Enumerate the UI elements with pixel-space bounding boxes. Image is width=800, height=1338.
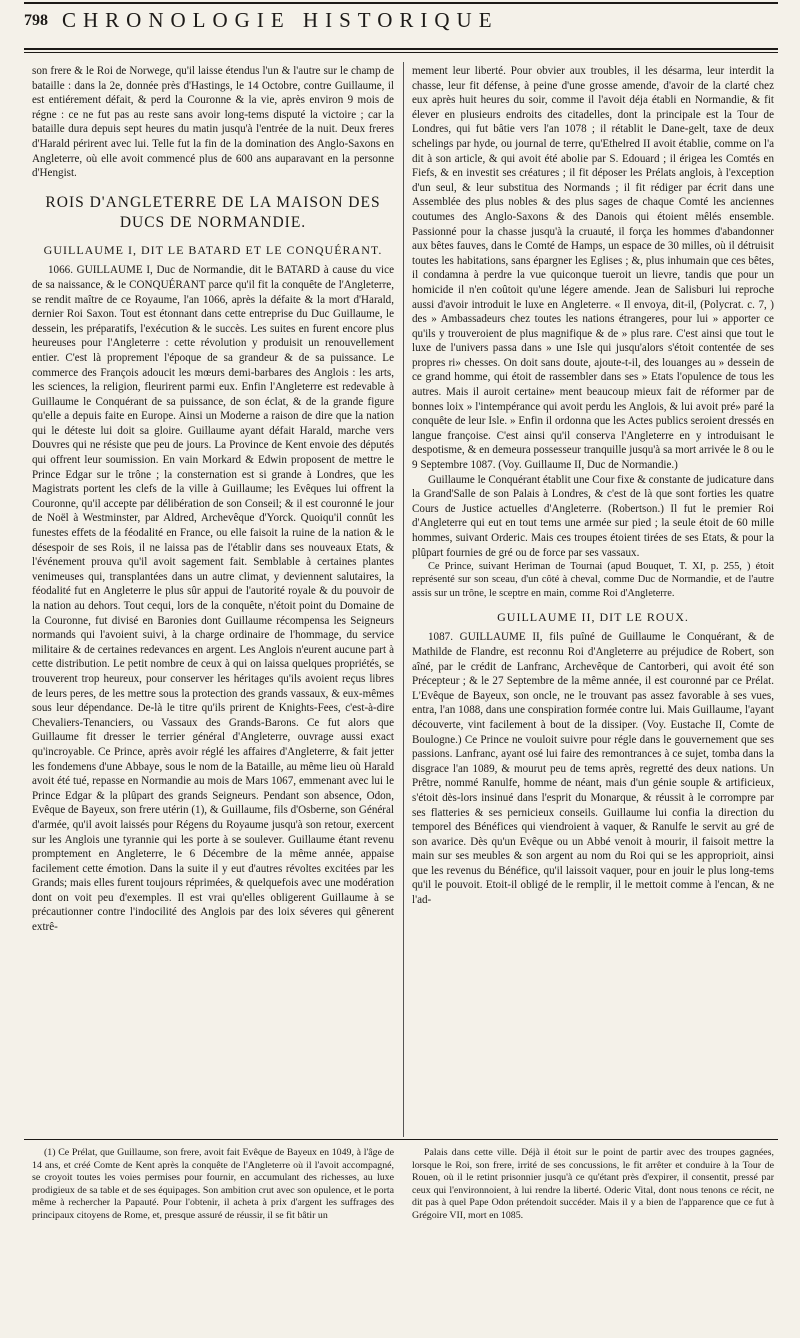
footnote-left (32, 1147, 394, 1223)
running-title: CHRONOLOGIE HISTORIQUE (62, 8, 499, 32)
left-paragraph-guillaume-i: 1066. GUILLAUME I, Duc de Normandie, dit le BATARD à cause du vice de sa naissance, & le CONQUÉRANT parce qu'il fit la conquête de l'Angleterre, se rendit maître de ce Royaume, l'an 1066, après la défaite & la mort d'Harald, dernier Roi Saxon. Tout est étonnant dans cette entreprise du Duc Guillaume, le dessein, les préparatifs, l'exécution & le succès. Les suites en furent encore plus heureuses pour l'Angleterre : cette révolution y produisit un renouvellement entier. C'est là proprement l'époque de sa grandeur & de sa puissance. Le commerce des François adoucit les mœurs demi-barbares des Anglois : les arts, les sciences, la religion, fleurirent parmi eux. Enfin l'Angleterre est redevable à Guillaume le Conquérant de sa puissance, de son éclat, & de la grande figure qu'elle a depuis faite en Europe. Ainsi un Moderne a raison de dire que la nation qui le déteste lui doit sa gloire. Guillaume ayant défait Harald, marche vers Douvres qui ne résiste que peu de jours. La Province de Kent envoie des députés qui offrent leur soumission. En vain Morkard & Edwin proposent de mettre le Prince Edgar sur le trône ; la consternation est si grande à Londres, que les Magistrats portent les clefs de la ville à Guillaume; les Evêques lui offrent la Couronne, qu'il accepte par délibération de son Conseil; & il est couronné le jour de Noël à Westminster, par Aldred, Archevêque d'Yorck. Quoiqu'il connût les funestes effets de la féodalité en France, ou elle faisoit la ruine de la nation & le désespoir de ses Rois, il ne laissa pas de l'établir dans ses nouveaux Etats, & l'événement prouva qu'il avoit sagement fait. Semblable à certaines plantes venimeuses qui, transplantées dans un autre climat, y deviennent salutaires, la féodalité fut en Angleterre le plus sûr appui de l'autorité royale & du pouvoir de la nation au dehors. Tout cequi, lors de la conquête, n'étoit point du Domaine de la Couronne, fut divisé en Baronies dont Guillaume récompensa les Seigneurs normands qui l'avoient suivi, à la charge ordinaire de l'hommage, du service militaire & de certaines redevances en argent. Les Anglois n'eurent aucune part à cette distribution. Le petit nombre de ceux à qui on laissa quelques propriétés, se trouverent trop heureux, pour conserver les héritages qu'ils avoient reçus libres de leurs peres, de les mettre sous la protection des grands vassaux, & eux-mêmes sous leur dépendance. De-là le titre qu'ils prirent de Knights-Fees, c'est-à-dire Chevaliers-Tenanciers, ou Vassaux des Grands-Barons. Ce fut alors que Guillaume fit dresser le terrier général d'Angleterre, ouvrage aussi exact qu'incroyable. Ce Prince, après avoir réglé les affaires d'Angleterre, & fait jetter les fondemens d'une Abbaye, sous le nom de la Bataille, au même lieu où Harald avoit été tué, repasse en Normandie au mois de Mars 1067, emmenant avec lui le Prince Edgar & la plûpart des grands Seigneurs. Pendant son absence, Odon, Evêque de Bayeux, son frere utérin (1), & Guillaume, fils d'Osberne, son Général d'armée, qu'il avoit laissés pour Régens du Royaume jusqu'à son retour, exercent sur les Anglois une tyrannie qui les porte à se soulever. Guillaume étant revenu promptement en Angleterre, le 6 Décembre de la même année, appaise facilement cette émotion. Dans la suite il y eut d'autres révoltes excitées par les Grands; mais elles furent toujours réprimées, & quelquefois avec une modération dont on voit peu d'exemples. Il est vrai qu'elles obligerent Guillaume à se précautionner contre l'indocilité des Anglois par des loix séveres qui gênerent extrê- (32, 264, 394, 934)
running-header (24, 8, 778, 42)
right-column (412, 64, 774, 908)
footnote-right (412, 1147, 774, 1223)
entry-heading-guillaume-i: GUILLAUME I, DIT LE BATARD ET LE CONQUÉRANT. (43, 242, 383, 257)
right-paragraph-court: Guillaume le Conquérant établit une Cour fixe & constante de judicature dans la Grand'Salle de son Palais à Londres, & c'est de là que sont forties les quatre Cours de Justice actuelles d'Angleterre. (Robertson.) Il fut le premier Roi d'Angleterre qui eut en tout tems une armée sur pied ; la seule étoit de 60 mille hommes, suivant Orderic. Mais ces troupes étoient tirées de ses Etats, & pour la plûpart fournies de gré ou de force par ses vassaux. (412, 473, 774, 559)
header-rule-thin (24, 52, 778, 53)
section-heading: ROIS D'ANGLETERRE DE LA MAISON DES DUCS DE NORMANDIE. (45, 193, 381, 231)
header-rule (24, 48, 778, 50)
footnote-rule (24, 1139, 778, 1140)
right-note-seal: Ce Prince, suivant Heriman de Tournai (apud Bouquet, T. XI, p. 255, ) étoit représenté sur son sceau, d'un côté à cheval, comme Duc de Normandie, et de l'autre assis sur un trône, le sceptre en main, comme Roi d'Angleterre. (412, 561, 774, 599)
right-paragraph-continued: mement leur liberté. Pour obvier aux troubles, il les désarma, leur interdit la chasse, leur fit défense, à peine d'une grosse amende, d'avoir de la clarté chez eux après huit heures du soir, comme il l'avoit déja établi en Normandie, & fit élever en plusieurs endroits des citadelles, dont la principale est la Tour de Londres, qui fut bâtie vers l'an 1078 ; il rétablit le Dane-gelt, taxe de deux schelings par hyde, ou journal de terre, qu'Ethelred II avoit établie, comme on l'a dit à son article, & qui avoit été abolie par S. Edouard ; il érigea les Comtés en Fiefs, & en investit ses créatures ; il fit déposer les Prélats anglois, à l'exception d'un seul, & leur substitua des Normands ; il fit rédiger par écrit dans une Assemblée des plus nobles & des plus sages de chaque Comté les anciennes coutumes des Anglo-Saxons & des Danois qui étoient mêlés ensemble. Passionné pour la chasse jusqu'à la cruauté, il força les hommes d'abandonner aux bêtes fauves, dans le Comté de Hamps, un espace de 30 milles, où il détruisit toutes les habitations, sans épargner les Eglises ; &, plus inhumain que ces bêtes, il condamna à perdre la vue quiconque tueroit un lievre, tandis que pour un homicide il n'en coûtoit qu'une légere amende. Jean de Salisburi lui reproche aussi d'avoir introduit le luxe en Angleterre. « Il envoya, dit-il, (Polycrat. c. 7, ) des » Ambassadeurs chez toutes les nations étrangeres, pour lui » apporter ce qu'ils y trouveroient de plus magnifique & de » plus rare. C'est ainsi que tout le luxe de l'univers passa dans » une Isle qui jusqu'alors s'étoit contentée de ses propres ri» chesses. On doit sans doute, ajoute-t-il, des louanges au » dessein de ce grand homme, qui étoit de rassembler dans ses » Etats l'opulence de tous les autres. Mais il auroit certaine» ment beaucoup mieux fait de réformer par de bonnes loix » l'intempérance qui avoit perdu les Anglois, & lui avoit pré» paré la conquête de leur Isle. » Enfin il ordonna que les Actes publics seroient dressés en langue françoise. C'est ainsi qu'il conserva l'Angleterre en y introduisant le despotisme, & en demeura possesseur tranquille jusqu'à sa mort arrivée le 8 ou le 9 Septembre 1087. (Voy. Guillaume II, Duc de Normandie.) (412, 65, 774, 472)
column-divider (403, 62, 404, 1137)
footnote-text-left: (1) Ce Prélat, que Guillaume, son frere, avoit fait Evêque de Bayeux en 1049, à l'âge de 14 ans, et créé Comte de Kent après la conquête de l'Angleterre où il l'avoit accompagné, se croyoit toutes les voies permises pour fournir, en accumulant des richesses, au luxe prodigieux de sa table et de ses équipages. Son ambition crut avec son opulence, et le porta même à rechercher la Papauté. Pour l'obtenir, il acheta à prix d'argent les suffrages des principaux citoyens de Rome, et, presque assuré de réussir, il se fit bâtir un (32, 1147, 394, 1221)
footnote-text-right: Palais dans cette ville. Déjà il étoit sur le point de partir avec des troupes gagnées, lorsque le Roi, son frere, irrité de ses concussions, le fit arrêter et conduire à la Tour de Rouen, où il le retint prisonnier jusqu'à ce qu'étant près d'expirer, il consentit, pressé par ceux qui l'environnoient, à lui rendre la liberté. Oderic Vital, dont nous tenons ce récit, ne dit pas à quel Pape Odon prétendoit succéder. Mais il y a bien de l'apparence que ce fut à Grégoire VII, mort en 1085. (412, 1147, 774, 1221)
left-paragraph-harald: son frere & le Roi de Norwege, qu'il laisse étendus l'un & l'autre sur le champ de bataille : dans la 2e, donnée près d'Hastings, le 14 Octobre, contre Guillaume, il est entiérement défait, & perd la Couronne & la vie, après environ 9 mois de régne : ce ne fut pas au reste sans avoir long-tems disputé la victoire ; car la bataille dura depuis sept heures du matin jusqu'à l'entrée de la nuit. Deux freres d'Harald périrent avec lui. Telle fut la fin de la domination des Anglo-Saxons en Angleterre, où elle avoit commencé plus de 600 ans auparavant en la personne d'Hengist. (32, 65, 394, 180)
left-column (32, 64, 394, 935)
right-paragraph-guillaume-ii: 1087. GUILLAUME II, fils puîné de Guillaume le Conquérant, & de Mathilde de Flandre, est reconnu Roi d'Angleterre au préjudice de Robert, son aîné, par le crédit de Lanfranc, Archevêque de Cantorberi, qui avoit été son Précepteur ; & le 27 Septembre de la même année, il est couronné par ce Prélat. L'Evêque de Bayeux, son oncle, ne le trouvant pas assez favorable à ses vues, entra, l'an 1088, dans une conspiration formée contre lui. Mais Guillaume, l'ayant découverte, vint facilement à bout de la dissiper. (Voy. Eustache II, Comte de Boulogne.) Ce Prince ne vouloit suivre pour régle dans le gouvernement que ses passions. Lanfranc, ayant osé lui faire des remontrances à ce sujet, tomba dans la disgrace l'an 1089, & mourut peu de tems après, regretté des deux nations. Un Prêtre, nommé Ranulfe, homme de néant, mais d'un génie souple & artificieux, s'étoit dès-lors insinué dans l'esprit du Monarque, & réussit à le corrompre par ses flatteries & ses pernicieux conseils. Guillaume lui confia la direction du temporel des Bénéfices qui viendroient à vaquer, & Ranulfe le servit au gré de son avarice. Dès qu'un Evêque ou un Abbé venoit à mourir, il faisoit mettre la main sur ses meubles & son argent au nom du Roi qui se les approprioit, ainsi que les revenus du Bénéfice, qu'il laissoit vaquer, pour en jouir le plus long-tems qu'il le pouvoit. Etoit-il obligé de le remplir, il le mettoit comme à l'encan, & ne l'ad- (412, 631, 774, 907)
page-number: 798 (24, 12, 48, 29)
entry-heading-guillaume-ii: GUILLAUME II, DIT LE ROUX. (497, 609, 689, 624)
top-rule (24, 2, 778, 4)
